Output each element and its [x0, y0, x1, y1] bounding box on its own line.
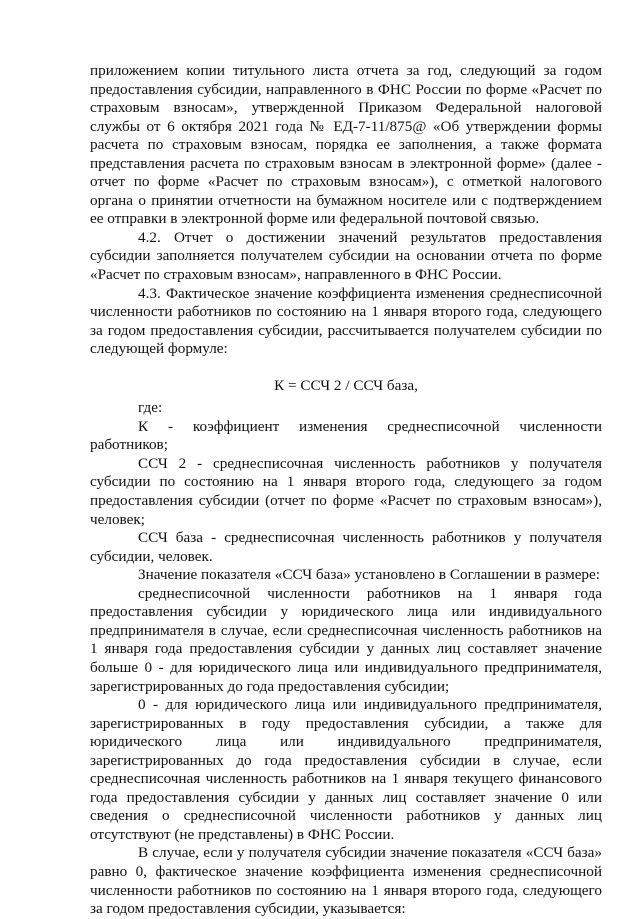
- paragraph-case-zero-registered: 0 - для юридического лица или индивидуального предпринимателя, зарегистрированных в году предоставления субсидии, а также для юридического лица или индивидуального предпринимателя, зарегистрированных до года предоставления субсидии в случае, если среднесписочная численность работников на 1 января текущего финансового года предоставления субсидии у данных лиц составляет значение 0 или сведения о среднесписочной численности работников у данных лиц отсутствуют (не представлены) в ФНС России.: [90, 696, 602, 843]
- document-page: [90, 62, 602, 919]
- paragraph-base-value: Значение показателя «ССЧ база» установлено в Соглашении в размере:: [138, 566, 600, 584]
- definition-ssch-2: ССЧ 2 - среднесписочная численность работников у получателя субсидии по состоянию на 1 января второго года, следующего за годом предоставления субсидии (отчет по форме «Расчет по страховым взносам»), человек;: [90, 454, 602, 528]
- paragraph-continuation: приложением копии титульного листа отчета за год, следующий за годом предоставления субсидии, направленного в ФНС России по форме «Расчет по страховым взносам», утвержденной Приказом Федеральной налоговой службы от 6 октября 2021 года № ЕД-7-11/875@ «Об утверждении формы расчета по страховым взносам, порядка ее заполнения, а также формата представления расчета по страховым взносам в электронной форме» (далее - отчет по форме «Расчет по страховым взносам»), с отметкой налогового органа о принятии отчетности на бумажном носителе или с подтверждением ее отправки в электронной форме или федеральной почтовой связью.: [90, 62, 602, 228]
- formula-where-label: где:: [138, 399, 163, 417]
- paragraph-4-3: 4.3. Фактическое значение коэффициента изменения среднесписочной численности работников по состоянию на 1 января второго года, следующего за годом предоставления субсидии, рассчитывается получателем субсидии по следующей формуле:: [90, 284, 602, 358]
- paragraph-case-base-zero: В случае, если у получателя субсидии значение показателя «ССЧ база» равно 0, фактическое значение коэффициента изменения среднесписочной численности работников по состоянию на 1 января второго года, следующего за годом предоставления субсидии, указывается:: [90, 844, 602, 918]
- definition-ssch-base: ССЧ база - среднесписочная численность работников у получателя субсидии, человек.: [90, 529, 602, 565]
- formula: К = ССЧ 2 / ССЧ база,: [274, 376, 418, 394]
- paragraph-4-2: 4.2. Отчет о достижении значений результатов предоставления субсидии заполняется получателем субсидии на основании отчета по форме «Расчет по страховым взносам», направленного в ФНС России.: [90, 228, 602, 284]
- definition-k: К - коэффициент изменения среднесписочной численности работников;: [90, 417, 602, 454]
- paragraph-case-positive: среднесписочной численности работников на 1 января года предоставления субсидии у юридического лица или индивидуального предпринимателя в случае, если среднесписочная численность работников на 1 января года предоставления субсидии у данных лиц составляет значение больше 0 - для юридического лица или индивидуального предпринимателя, зарегистрированных до года предоставления субсидии;: [90, 584, 602, 695]
